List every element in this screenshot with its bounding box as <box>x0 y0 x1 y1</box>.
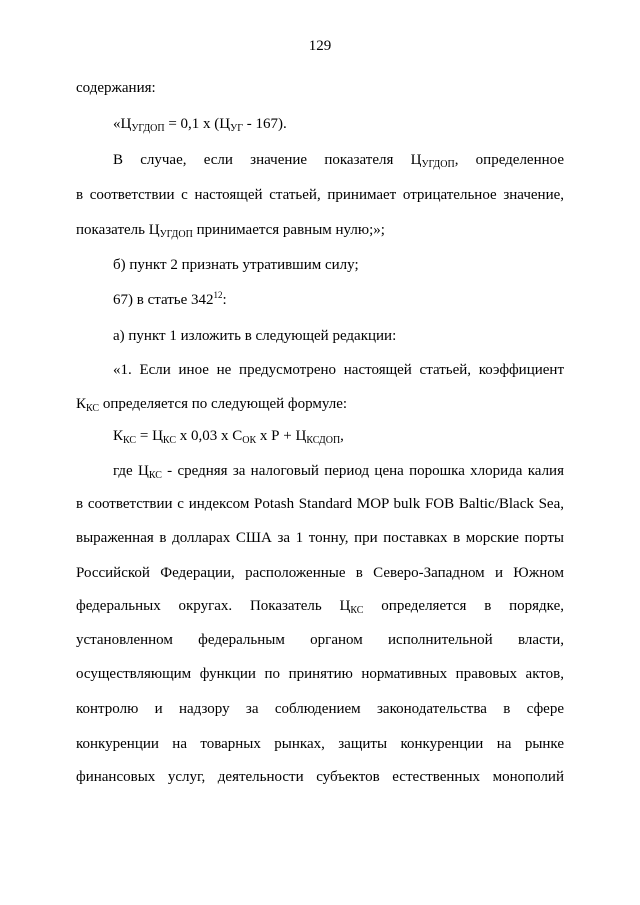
text-line: в соответствии с индексом Potash Standard MOP bulk FOB Baltic/Black Sea, <box>76 496 564 512</box>
text-line: выраженная в долларах США за 1 тонну, при поставках в морские порты <box>76 530 564 546</box>
text-line: федеральных округах. Показатель $Ц_{КС}$ определяется в порядке, <box>76 598 564 616</box>
text-line: В случае, если значение показателя $Ц_{УГДОП}$, определенное <box>113 152 564 170</box>
page-number: 129 <box>308 38 332 54</box>
text-line: 67) в статье $342^{12}$: <box>113 290 227 308</box>
text-line: показатель $Ц_{УГДОП}$ принимается равным нулю;»; <box>76 222 385 240</box>
text-line: контролю и надзору за соблюдением законодательства в сфере <box>76 701 564 717</box>
text-line: содержания: <box>76 80 156 96</box>
text-line: финансовых услуг, деятельности субъектов естественных монополий <box>76 769 564 785</box>
text-line: конкуренции на товарных рынках, защиты конкуренции на рынке <box>76 736 564 752</box>
text-line: $К_{КС}$ определяется по следующей формуле: <box>76 396 348 414</box>
text-line: в соответствии с настоящей статьей, принимает отрицательное значение, <box>76 187 564 203</box>
text-line: осуществляющим функции по принятию нормативных правовых актов, <box>76 666 564 682</box>
text-line: «1. Если иное не предусмотрено настоящей статьей, коэффициент <box>113 362 564 378</box>
formula-line: «$Ц_{УГДОП} = 0,1$ х $(Ц_{УГ} - 167)$. <box>113 116 287 134</box>
text-line: б) пункт 2 признать утратившим силу; <box>113 257 359 273</box>
text-line: а) пункт 1 изложить в следующей редакции: <box>113 328 397 344</box>
formula-line: $К_{КС} = Ц_{КС}$ х 0,03 х $С_{ОК}$ х $Р + Ц_{КСДОП}$, <box>113 428 344 446</box>
text-line: установленном федеральным органом исполнительной власти, <box>76 632 564 648</box>
text-line: где $Ц_{КС}$ - средняя за налоговый период цена порошка хлорида калия <box>113 463 564 481</box>
text-line: Российской Федерации, расположенные в Северо-Западном и Южном <box>76 565 564 581</box>
